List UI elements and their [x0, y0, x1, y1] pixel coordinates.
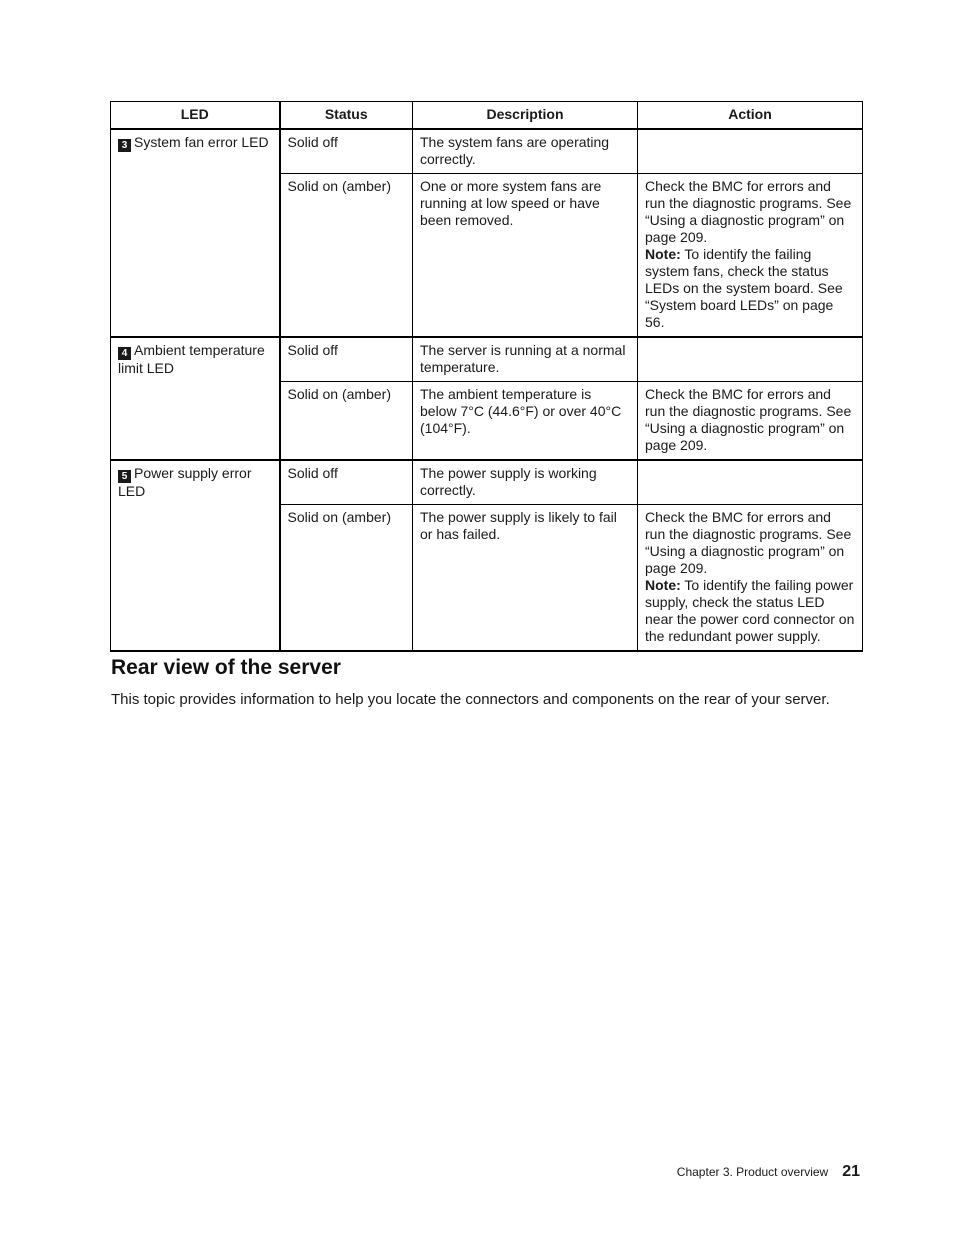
callout-marker: 5 — [118, 470, 131, 483]
description-cell: The power supply is likely to fail or has failed. — [413, 505, 638, 652]
led-name: Power supply error LED — [118, 465, 252, 499]
note-text: To identify the failing system fans, check the status LEDs on the system board. See “System board LEDs” on page 56. — [645, 246, 843, 330]
note-label: Note: — [645, 577, 681, 593]
table-row — [111, 129, 863, 174]
action-text: Check the BMC for errors and run the diagnostic programs. See “Using a diagnostic program” on page 209. — [645, 509, 852, 576]
status-cell: Solid on (amber) — [280, 505, 413, 652]
action-cell — [638, 460, 863, 505]
table-row — [111, 460, 863, 505]
status-cell: Solid on (amber) — [280, 174, 413, 338]
led-name-cell — [111, 460, 280, 651]
status-cell: Solid off — [280, 129, 413, 174]
status-cell: Solid off — [280, 460, 413, 505]
description-cell: One or more system fans are running at low speed or have been removed. — [413, 174, 638, 338]
action-text: Check the BMC for errors and run the diagnostic programs. See “Using a diagnostic program” on page 209. — [645, 386, 852, 453]
header-description: Description — [413, 102, 638, 130]
section-intro: This topic provides information to help you locate the connectors and components on the rear of your server. — [111, 691, 830, 708]
table-row — [111, 337, 863, 382]
action-cell — [638, 382, 863, 461]
callout-marker: 4 — [118, 347, 131, 360]
callout-marker: 3 — [118, 139, 131, 152]
page-footer — [677, 1162, 860, 1182]
description-cell: The power supply is working correctly. — [413, 460, 638, 505]
led-status-table — [110, 101, 863, 652]
status-cell: Solid on (amber) — [280, 382, 413, 461]
header-led: LED — [111, 102, 280, 130]
led-name: System fan error LED — [134, 134, 269, 150]
header-status: Status — [280, 102, 413, 130]
note-label: Note: — [645, 246, 681, 262]
section-title: Rear view of the server — [111, 656, 341, 679]
chapter-label: Chapter 3. Product overview — [676, 1165, 829, 1179]
action-text: Check the BMC for errors and run the diagnostic programs. See “Using a diagnostic program” on page 209. — [645, 178, 852, 245]
action-cell — [638, 174, 863, 338]
description-cell: The server is running at a normal temperature. — [413, 337, 638, 382]
note-text: To identify the failing power supply, check the status LED near the power cord connector on the redundant power supply. — [645, 577, 855, 644]
action-cell — [638, 337, 863, 382]
led-name: Ambient temperature limit LED — [118, 342, 265, 376]
description-cell: The ambient temperature is below 7°C (44.6°F) or over 40°C (104°F). — [413, 382, 638, 461]
page-number: 21 — [842, 1163, 860, 1180]
description-cell: The system fans are operating correctly. — [413, 129, 638, 174]
table-header-row — [111, 102, 863, 130]
header-action: Action — [638, 102, 863, 130]
status-cell: Solid off — [280, 337, 413, 382]
action-cell — [638, 129, 863, 174]
led-name-cell — [111, 129, 280, 337]
led-name-cell — [111, 337, 280, 460]
action-cell — [638, 505, 863, 652]
